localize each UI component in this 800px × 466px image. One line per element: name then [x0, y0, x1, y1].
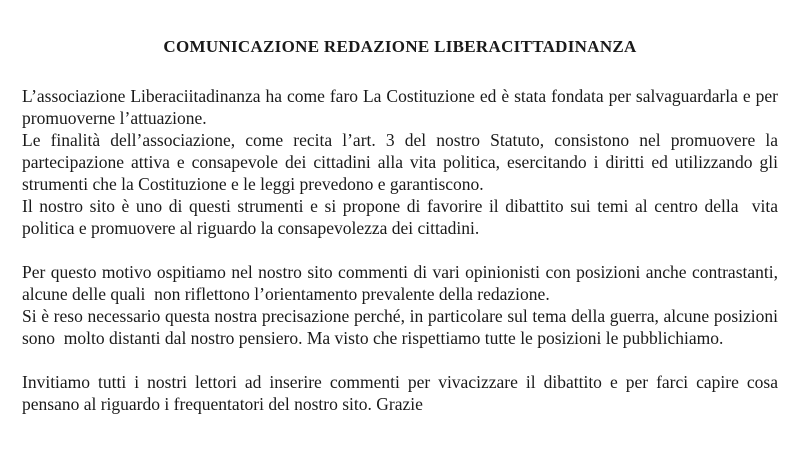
paragraph-invitation: Invitiamo tutti i nostri lettori ad inserire commenti per vivacizzare il dibattito e per farci capire cosa pensano al riguardo i frequentatori del nostro sito. Grazie: [22, 372, 783, 414]
paragraph-precisazione: Si è reso necessario questa nostra precisazione perché, in particolare sul tema della guerra, alcune posizioni sono molto distanti dal nostro pensiero. Ma visto che rispettiamo tutte le posizioni le pubblichiamo.: [22, 306, 783, 348]
paragraph-site-purpose: Il nostro sito è uno di questi strumenti e si propone di favorire il dibattito sui temi al centro della vita politica e promuovere al riguardo la consapevolezza dei cittadini.: [22, 196, 783, 238]
intro-block: [22, 85, 783, 239]
invitation-block: [22, 371, 783, 415]
clarification-block: [22, 261, 783, 349]
document-title: COMUNICAZIONE REDAZIONE LIBERACITTADINANZA: [163, 37, 637, 56]
paragraph-association-foundation: L’associazione Liberaciitadinanza ha come faro La Costituzione ed è stata fondata per salvaguardarla e per promuoverne l’attuazione.: [22, 86, 783, 128]
paragraph-statute-goals: Le finalità dell’associazione, come recita l’art. 3 del nostro Statuto, consistono nel promuovere la partecipazione attiva e consapevole dei cittadini alla vita politica, esercitando i diritti ed utilizzando gli strumenti che la Costituzione e le leggi prevedono e garantiscono.: [22, 130, 783, 194]
paragraph-opinionists: Per questo motivo ospitiamo nel nostro sito commenti di vari opinionisti con posizioni anche contrastanti, alcune delle quali non riflettono l’orientamento prevalente della redazione.: [22, 262, 783, 304]
